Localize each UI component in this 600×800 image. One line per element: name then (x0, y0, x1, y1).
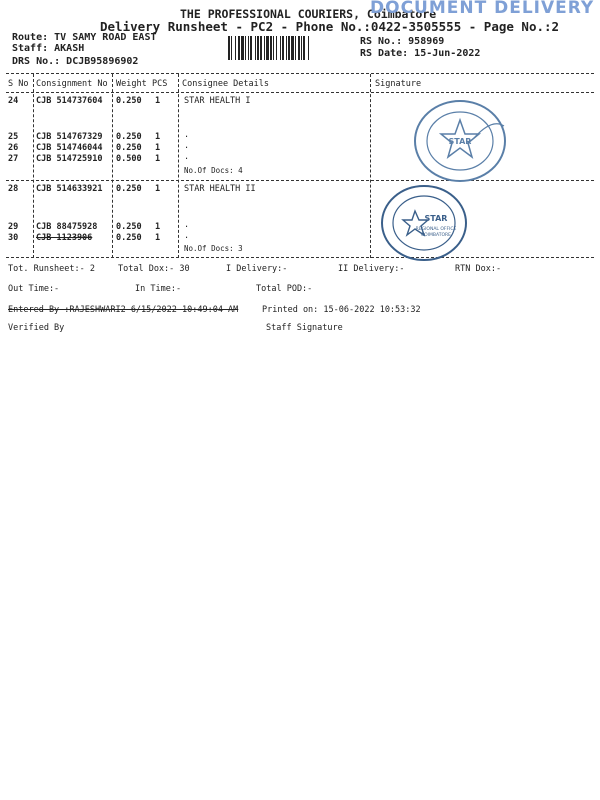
barcode-bar (280, 36, 281, 60)
svg-text:COIMBATORE: COIMBATORE (421, 233, 451, 238)
row-sno: 25 (8, 132, 19, 142)
row-detail: . (184, 152, 190, 162)
consignee-name: STAR HEALTH I (184, 96, 251, 106)
col-sno-header: S No (8, 79, 29, 89)
barcode-bar (238, 36, 240, 60)
barcode-bar (266, 36, 269, 60)
tot-runsheet: Tot. Runsheet:- 2 (8, 264, 95, 274)
barcode-bar (308, 36, 309, 60)
rs-date: RS Date: 15-Jun-2022 (360, 48, 481, 59)
insurance-stamp (412, 98, 508, 188)
route-label: Route: TV SAMY ROAD EAST (12, 32, 157, 43)
printed-on: Printed on: 15-06-2022 10:53:32 (262, 305, 421, 315)
svg-text:STAR: STAR (424, 214, 448, 223)
row-pcs: 1 (155, 154, 161, 164)
i-delivery: I Delivery:- (226, 264, 288, 274)
row-consignment: CJB 514767329 (36, 132, 103, 142)
row-sno: 28 (8, 184, 19, 194)
staff-label: Staff: AKASH (12, 43, 85, 54)
row-detail: . (184, 130, 190, 140)
row-consignment: CJB 514633921 (36, 184, 103, 194)
drs-number: DRS No.: DCJB95896902 (12, 56, 139, 67)
barcode-bar (241, 36, 244, 60)
col-pcs-header: PCS (152, 79, 168, 89)
row-detail: . (184, 231, 190, 241)
verified-by: Verified By (8, 323, 65, 333)
row-detail: . (184, 141, 190, 151)
row-weight: 0.250 (116, 184, 142, 194)
barcode-bar (250, 36, 252, 60)
docs-count: No.Of Docs: 3 (184, 244, 243, 253)
rs-number: RS No.: 958969 (360, 36, 445, 47)
col-consignment-header: Consignment No (36, 79, 108, 89)
row-weight: 0.250 (116, 132, 142, 142)
barcode-bar (298, 36, 300, 60)
table-header-rule (6, 92, 594, 93)
barcode-bar (295, 36, 296, 60)
col-divider (112, 74, 113, 258)
row-pcs: 1 (155, 143, 161, 153)
barcode-bar (270, 36, 272, 60)
company-title: THE PROFESSIONAL COURIERS, Coimbatore (180, 7, 437, 21)
col-signature-header: Signature (375, 79, 422, 89)
row-sno: 29 (8, 222, 19, 232)
document-delivery-watermark: DOCUMENT DELIVERY (370, 0, 595, 18)
barcode-bar (273, 36, 274, 60)
row-sno: 30 (8, 233, 19, 243)
row-consignment: CJB 1123906 (36, 233, 93, 243)
col-weight-header: Weight (116, 79, 147, 89)
barcode-bar (282, 36, 284, 60)
out-time: Out Time:- (8, 284, 60, 294)
docs-count: No.Of Docs: 4 (184, 166, 243, 175)
row-consignment: CJB 514746044 (36, 143, 103, 153)
row-pcs: 1 (155, 222, 161, 232)
row-weight: 0.250 (116, 143, 142, 153)
barcode-bar (286, 36, 287, 60)
barcode-bar (291, 36, 294, 60)
consignee-name: STAR HEALTH II (184, 184, 256, 194)
runsheet-title: Delivery Runsheet - PC2 - Phone No.:0422-3505555 - Page No.:2 (100, 19, 560, 34)
barcode-bar (303, 36, 305, 60)
total-pod: Total POD:- (256, 284, 313, 294)
barcode-bar (228, 36, 230, 60)
table-top-rule (6, 73, 594, 74)
barcode-bar (231, 36, 232, 60)
barcode-bar (235, 36, 236, 60)
barcode-bar (245, 36, 246, 60)
row-sno: 27 (8, 154, 19, 164)
barcode-bar (288, 36, 290, 60)
col-divider (178, 74, 179, 258)
insurance-seal (380, 183, 468, 267)
row-weight: 0.250 (116, 96, 142, 106)
barcode (228, 36, 358, 64)
table-bottom-rule (6, 257, 594, 258)
row-consignment: CJB 514725910 (36, 154, 103, 164)
barcode-bar (264, 36, 265, 60)
row-weight: 0.250 (116, 222, 142, 232)
row-weight: 0.500 (116, 154, 142, 164)
svg-text:REGIONAL OFFICE: REGIONAL OFFICE (415, 227, 457, 232)
row-pcs: 1 (155, 132, 161, 142)
barcode-bar (301, 36, 302, 60)
barcode-bar (260, 36, 262, 60)
rtn-dox: RTN Dox:- (455, 264, 502, 274)
entered-by: Entered By :RAJESHWARI2 6/15/2022 10:49:04 AM (8, 305, 239, 315)
row-pcs: 1 (155, 184, 161, 194)
barcode-bar (257, 36, 259, 60)
barcode-bar (276, 36, 277, 60)
row-sno: 26 (8, 143, 19, 153)
row-pcs: 1 (155, 96, 161, 106)
col-divider (370, 74, 371, 258)
in-time: In Time:- (135, 284, 182, 294)
row-consignment: CJB 514737604 (36, 96, 103, 106)
row-weight: 0.250 (116, 233, 142, 243)
row-sno: 24 (8, 96, 19, 106)
col-divider (33, 74, 34, 258)
row-pcs: 1 (155, 233, 161, 243)
row-consignment: CJB 88475928 (36, 222, 98, 232)
col-consignee-header: Consignee Details (182, 79, 269, 89)
barcode-bar (255, 36, 256, 60)
svg-text:STAR: STAR (448, 137, 472, 146)
total-dox: Total Dox:- 30 (118, 264, 190, 274)
ii-delivery: II Delivery:- (338, 264, 405, 274)
barcode-bar (248, 36, 249, 60)
row-detail: . (184, 220, 190, 230)
staff-signature: Staff Signature (266, 323, 343, 333)
